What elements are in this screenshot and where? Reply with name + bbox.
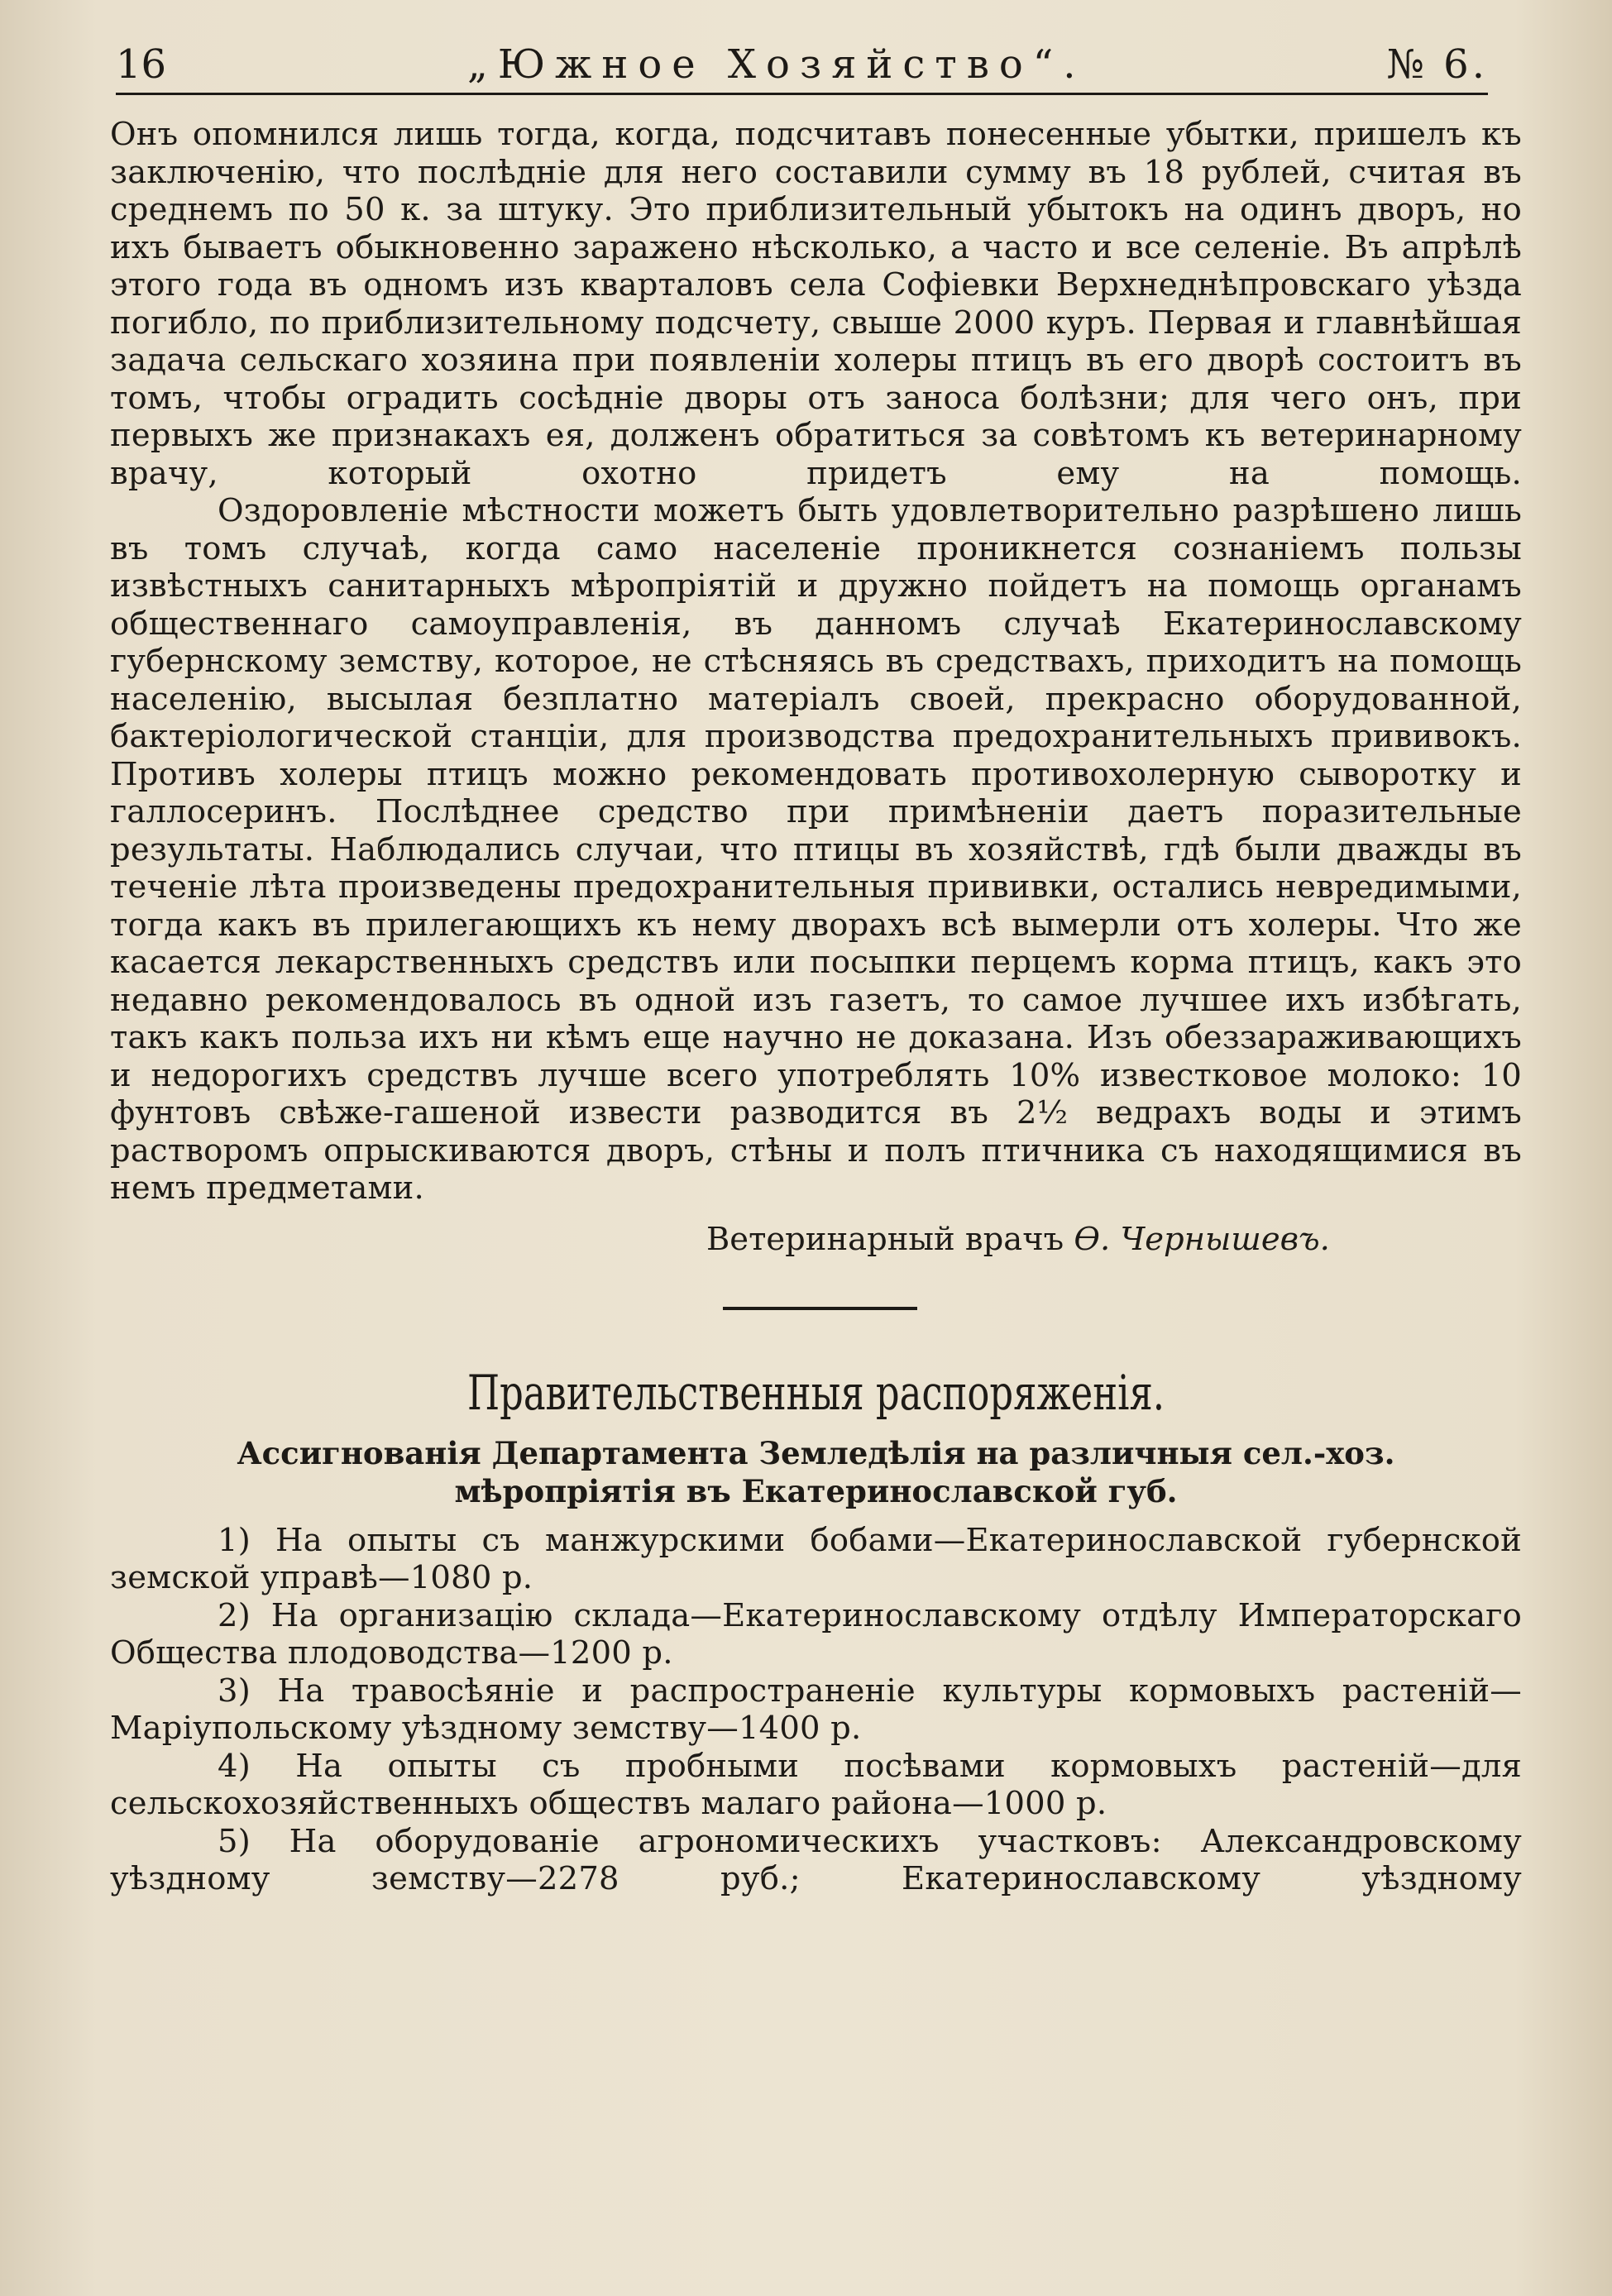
signature-prefix: Ветеринарный врачъ [706, 1220, 1064, 1258]
issue-number: № 6. [1386, 41, 1488, 88]
page-body [110, 116, 1522, 1898]
page-number: 16 [116, 41, 167, 88]
section-title: Правительственныя распоряженія. [466, 1364, 1165, 1421]
article-paragraph: Онъ опомнился лишь тогда, когда, подсчитавъ понесенные убытки, пришелъ къ заключенію, что послѣдніе для него составили сумму въ 18 рублей, считая въ среднемъ по 50 к. за штуку. Это приблизительный убытокъ на одинъ дворъ, но ихъ бываетъ обыкновенно заражено нѣсколько, а часто и все селеніе. Въ апрѣлѣ этого года въ одномъ изъ кварталовъ села Софіевки Верхнеднѣпровскаго уѣзда погибло, по приблизительному подсчету, свыше 2000 куръ. Первая и главнѣйшая задача сельскаго хозяина при появленіи холеры птицъ въ его дворѣ состоитъ въ томъ, чтобы оградить сосѣдніе дворы отъ заноса болѣзни; для чего онъ, при первыхъ же признакахъ ея, долженъ обратиться за совѣтомъ къ ветеринарному врачу, который охотно придетъ ему на помощь. [110, 116, 1522, 492]
list-item: 5) На оборудованіе агрономическихъ участковъ: Александровскому уѣздному земству—2278 руб.; Екатеринославскому уѣздному [110, 1822, 1522, 1897]
article-paragraph: Оздоровленіе мѣстности можетъ быть удовлетворительно разрѣшено лишь въ томъ случаѣ, когда само населеніе проникнется сознаніемъ пользы извѣстныхъ санитарныхъ мѣропріятій и дружно пойдетъ на помощь органамъ общественнаго самоуправленія, въ данномъ случаѣ Екатеринославскому губернскому земству, которое, не стѣсняясь въ средствахъ, приходитъ на помощь населенію, высылая безплатно матеріалъ своей, прекрасно оборудованной, бактеріологической станціи, для производства предохранительныхъ прививокъ. Противъ холеры птицъ можно рекомендовать противохолерную сыворотку и галлосеринъ. Послѣднее средство при примѣненіи даетъ поразительные результаты. Наблюдались случаи, что птицы въ хозяйствѣ, гдѣ были дважды въ теченіе лѣта произведены предохранительныя прививки, остались невредимыми, тогда какъ въ прилегающихъ къ нему дворахъ всѣ вымерли отъ холеры. Что же касается лекарственныхъ средствъ или посыпки перцемъ корма птицъ, какъ это недавно рекомендовалось въ одной изъ газетъ, то самое лучшее ихъ избѣгать, такъ какъ польза ихъ ни кѣмъ еще научно не доказана. Изъ обеззараживающихъ и недорогихъ средствъ лучше всего употреблять 10% известковое молоко: 10 фунтовъ свѣже-гашеной извести разводится въ 2½ ведрахъ воды и этимъ растворомъ опрыскиваются дворъ, стѣны и полъ птичника съ находящимися въ немъ предметами. [110, 492, 1522, 1207]
running-header [116, 33, 1488, 88]
subtitle-line: мѣропріятія въ Екатеринославской губ. [454, 1472, 1178, 1509]
list-item: 2) На организацію склада—Екатеринославскому отдѣлу Императорскаго Общества плодоводства—1200 р. [110, 1596, 1522, 1672]
header-rule [116, 93, 1488, 95]
list-item: 4) На опыты съ пробными посѣвами кормовыхъ растеній—для сельскохозяйственныхъ обществъ малаго района—1000 р. [110, 1747, 1522, 1822]
signature-name: Ѳ. Чернышевъ. [1074, 1220, 1330, 1258]
list-item: 1) На опыты съ манжурскими бобами—Екатеринославской губернской земской управѣ—1080 р. [110, 1521, 1522, 1596]
list-item: 3) На травосѣяніе и распространеніе культуры кормовыхъ растеній—Маріупольскому уѣздному земству—1400 р. [110, 1672, 1522, 1747]
subtitle-line: Ассигнованія Департамента Земледѣлія на различныя сел.-хоз. [237, 1434, 1395, 1471]
section-subtitle [110, 1434, 1522, 1510]
signature [110, 1221, 1522, 1259]
section-divider [723, 1307, 917, 1310]
allocation-list [110, 1522, 1522, 1898]
journal-title: „Южное Хозяйство“. [467, 41, 1086, 88]
